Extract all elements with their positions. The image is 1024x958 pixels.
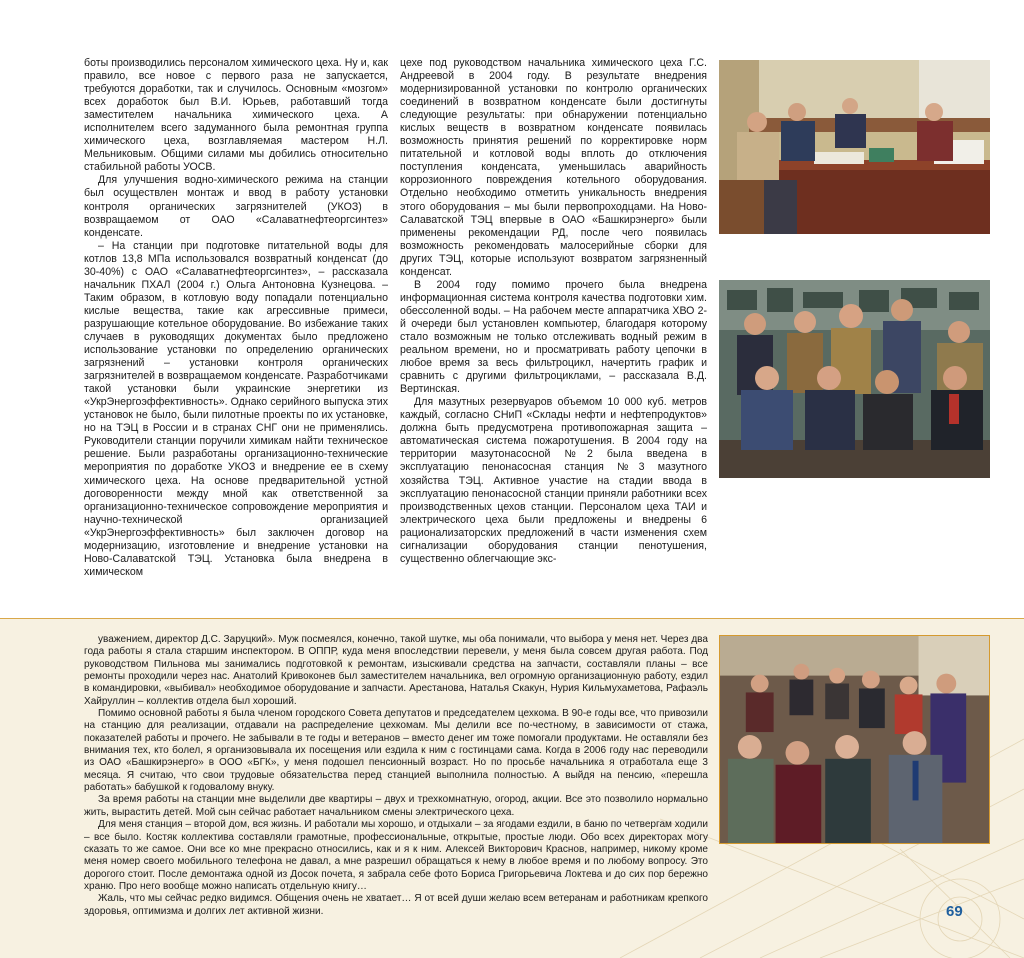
page-number: 69 — [946, 903, 963, 920]
paragraph: В 2004 году помимо прочего была внедрена информационная система контроля качества подготовки хим. обессоленной воды. – На рабочем месте аппаратчика ХВО 2-й очереди был установлен компьютер, благодаря которому стало возможным не только отслеживать водный режим в реальном времени, но и просматривать работу цепочки в любое время за весь фильтроцикл, начертить график и сравнить с другими фильтроциклами, – рассказала В.Д. Вертинская. — [400, 278, 707, 396]
paragraph: Для улучшения водно-химического режима на станции был осуществлен монтаж и ввод в работу установки контроля органических загрязнителей (УКОЗ) в возвращаемом от ОАО «Салаватнефтеоргсинтез» конденсате. — [84, 174, 388, 239]
paragraph: Помимо основной работы я была членом городского Совета депутатов и председателем цехкома. В 90-е годы все, что привозили на станцию для реализации, отдавали на распределение цехкомам. Мы делили все по-честному, в зависимости от стажа, показателей работы и прочего. Не забывали в те годы и ветеранов – вместо денег им тоже помогали продуктами. Не оставляли без внимания тех, кто болел, я организовывала их посещения или ездила к ним с гостинцами сама. Когда в 2006 году нас переводили из ОАО «Башкирэнерго» в ООО «БГК», у меня подошел пенсионный возраст. Но по просьбе начальника я отработала еще 3 месяца. Я считаю, что свои трудовые обязательства перед станцией выполнила полностью. А выйдя на пенсию, «перешла работать» бабушкой к годовалому внуку. — [84, 708, 708, 794]
paragraph: цехе под руководством начальника химического цеха Г.С. Андреевой в 2004 году. В результате внедрения модернизированной установки по контролю органических соединений в возвратном конденсате были достигнуты следующие результаты: при обнаружении потенциально кислых веществ в возвратном конденсате появилась возможность принятия решений по корректировке норм питательной и котловой воды вплоть до отключения поступления конденсата, уменьшилась аварийность коррозионного повреждения котельного оборудования. Отдельно необходимо отметить уникальность внедрения этого оборудования – мы были первопроходцами. На Ново-Салаватской ТЭЦ впервые в ОАО «Башкирэнерго» были применены рекомендации РД, после чего появилась возможность рекомендовать малосерийные сборки для других ТЭЦ, которые используют возвратом загрязненный конденсат. — [400, 57, 707, 278]
paragraph: уважением, директор Д.С. Заруцкий». Муж посмеялся, конечно, такой шутке, мы оба понимали, что выбора у меня нет. Через два года работы я стала старшим инспектором. В ОППР, куда меня впоследствии перевели, у меня была совсем другая работа. Под руководством Пильнова мы занимались подготовкой к ремонтам, изыскивали средства на запчасти, составляли планы – все ремонты проходили через нас. Анатолий Кривоконев был заместителем начальника, вел огромную организационную работу, ездил в командировки, «выбивал» необходимое оборудование и запчасти. Арестанова, Наталья Скакун, Нурия Кильмухаметова, Рафаэль Хайруллин – коллектив отдела был хороший. — [84, 634, 708, 707]
photo-meeting-office — [719, 60, 990, 234]
photo-group-control-room — [719, 280, 990, 478]
paragraph: боты производились персоналом химического цеха. Ну и, как правило, все новое с первого раза не запускается, требуются доработки, так и случилось. Основным «мозгом» всех доработок был В.И. Юрьев, работавший тогда заместителем начальника химического цеха. А исполнителем всего задуманного была ремонтная группа химического цеха, возглавляемая мастером Н.Л. Мельниковым. Общими силами мы добились относительно стабильной работы УОСВ. — [84, 57, 388, 174]
text-column-bottom — [84, 634, 708, 917]
paragraph: За время работы на станции мне выделили две квартиры – двух и трехкомнатную, огород, акции. Все это позволило нормально жить, вырастить детей. Мой сын сейчас работает начальником смены электрического цеха. — [84, 794, 708, 818]
photo-veterans-gathering — [719, 635, 990, 844]
text-column-left — [84, 57, 388, 577]
paragraph: Жаль, что мы сейчас редко видимся. Общения очень не хватает… Я от всей души желаю всем ветеранам и работникам крепкого здоровья, оптимизма и долгих лет активной жизни. — [84, 893, 708, 917]
text-column-middle — [400, 57, 707, 577]
paragraph: Для мазутных резервуаров объемом 10 000 куб. метров каждый, согласно СНиП «Склады нефти и нефтепродуктов» должна быть предусмотрена противопожарная защита – автоматическая система пожаротушения. В 2004 году на территории мазутонасосной №2 была введена в эксплуатацию пенонасосная станция №3 мазутного хозяйства ТЭЦ. Активное участие на стадии ввода в эксплуатацию пенонасосной станции приняли работники всех производственных цехов станции. Персоналом цеха ТАИ и электрического цеха были предложены и внедрены 6 рационализаторских предложений в части изменения схем сигнализации оборудования станции пенотушения, существенно облегчающие экс- — [400, 396, 707, 565]
paragraph: Для меня станция – второй дом, вся жизнь. И работали мы хорошо, и отдыхали – за ягодами ездили, в баню по четвергам ходили – все было. Костяк коллектива составляли грамотные, профессиональные, открытые, простые люди. Обо всех директорах могу сказать то же самое. Они все ко мне прекрасно относились, как и я к ним. Алексей Викторович Краснов, например, никому кроме меня номер своего мобильного телефона не давал, а мне разрешил обращаться к нему в любое время и по любому вопросу. Это дорогого стоит. После демонтажа одной из Досок почета, я забрала себе фото Бориса Григорьевича Локтева и до сих пор бережно храню. Про него вообще можно написать отдельную книгу… — [84, 819, 708, 892]
paragraph: – На станции при подготовке питательной воды для котлов 13,8 МПа использовался возвратный конденсат (до 30-40%) с ОАО «Салаватнефтеоргсинтез», – рассказала начальник ПХАЛ (2004 г.) Ольга Антоновна Кузнецова. – Таким образом, в котловую воду попадали потенциально кислые вещества, такие как агрессивные примеси, разрушающие котельное оборудование. Во избежание таких случаев в руководящих документах было предложено использование установки по определению органических загрязнений – установки контроля органических загрязнителей в возвращаемом конденсате. Разработчиками такой установки были украинские энергетики из «УкрЭнергоэффективность». Однако серийного выпуска этих установок не было, были пилотные проекты по их установке, но на ТЭЦ в России и в странах СНГ они не применялись. Руководители станции поручили химикам найти техническое решение. Были разработаны организационно-технические мероприятия по доработке УКОЗ и внедрение ее в схему химического цеха. На основе предварительной устной договоренности между мной как ответственной за организационно-техническое сопровождение мероприятия и научно-технической организацией «УкрЭнергоэффективность» был заключен договор на модернизацию, изготовление и внедрение установки на Ново-Салаватской ТЭЦ. Установка была внедрена в химическом — [84, 239, 388, 578]
